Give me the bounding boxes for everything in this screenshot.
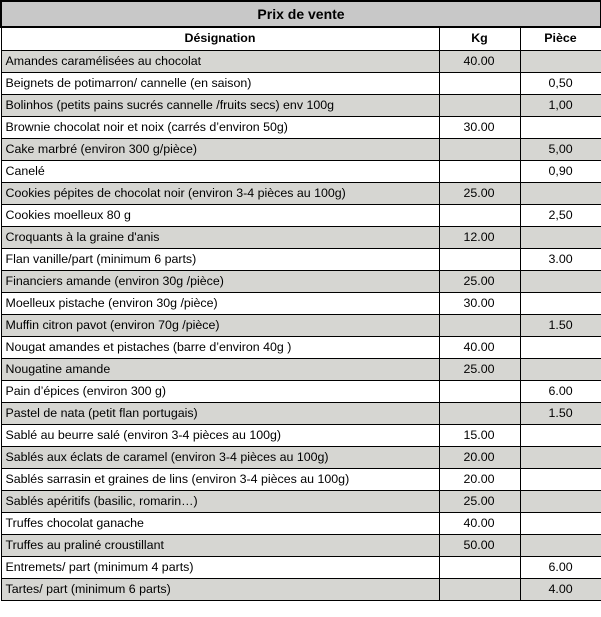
cell-kg xyxy=(439,314,520,336)
table-row xyxy=(1,468,601,490)
cell-piece xyxy=(520,270,601,292)
cell-kg: 20.00 xyxy=(439,446,520,468)
cell-piece xyxy=(520,468,601,490)
cell-designation: Tartes/ part (minimum 6 parts) xyxy=(1,578,439,600)
table-row xyxy=(1,138,601,160)
cell-kg xyxy=(439,578,520,600)
cell-kg: 30.00 xyxy=(439,292,520,314)
cell-kg xyxy=(439,402,520,424)
cell-kg xyxy=(439,204,520,226)
table-row xyxy=(1,160,601,182)
table-row xyxy=(1,50,601,72)
cell-designation: Nougat amandes et pistaches (barre d’environ 40g ) xyxy=(1,336,439,358)
cell-piece: 0,90 xyxy=(520,160,601,182)
cell-piece xyxy=(520,358,601,380)
table-row xyxy=(1,182,601,204)
cell-kg: 12.00 xyxy=(439,226,520,248)
table-row xyxy=(1,446,601,468)
cell-designation: Sablé au beurre salé (environ 3-4 pièces au 100g) xyxy=(1,424,439,446)
header-kg: Kg xyxy=(439,27,520,50)
table-row xyxy=(1,270,601,292)
cell-designation: Muffin citron pavot (environ 70g /pièce) xyxy=(1,314,439,336)
cell-designation: Truffes au praliné croustillant xyxy=(1,534,439,556)
table-row xyxy=(1,358,601,380)
cell-piece xyxy=(520,512,601,534)
cell-designation: Flan vanille/part (minimum 6 parts) xyxy=(1,248,439,270)
cell-kg: 20.00 xyxy=(439,468,520,490)
cell-kg xyxy=(439,72,520,94)
cell-piece xyxy=(520,182,601,204)
cell-piece xyxy=(520,226,601,248)
cell-kg xyxy=(439,248,520,270)
cell-piece xyxy=(520,336,601,358)
table-row xyxy=(1,380,601,402)
cell-designation: Pain d’épices (environ 300 g) xyxy=(1,380,439,402)
cell-designation: Bolinhos (petits pains sucrés cannelle /fruits secs) env 100g xyxy=(1,94,439,116)
cell-designation: Cake marbré (environ 300 g/pièce) xyxy=(1,138,439,160)
table-row xyxy=(1,248,601,270)
cell-designation: Truffes chocolat ganache xyxy=(1,512,439,534)
title-row xyxy=(1,1,601,27)
cell-designation: Croquants à la graine d'anis xyxy=(1,226,439,248)
cell-piece: 4.00 xyxy=(520,578,601,600)
header-row xyxy=(1,27,601,50)
cell-kg: 30.00 xyxy=(439,116,520,138)
cell-kg: 25.00 xyxy=(439,182,520,204)
cell-designation: Sablés apéritifs (basilic, romarin…) xyxy=(1,490,439,512)
table-row xyxy=(1,578,601,600)
cell-piece xyxy=(520,534,601,556)
cell-piece xyxy=(520,424,601,446)
table-row xyxy=(1,72,601,94)
cell-piece: 1.50 xyxy=(520,402,601,424)
cell-kg: 25.00 xyxy=(439,270,520,292)
table-row xyxy=(1,204,601,226)
table-row xyxy=(1,116,601,138)
table-row xyxy=(1,314,601,336)
table-row xyxy=(1,556,601,578)
cell-kg xyxy=(439,138,520,160)
cell-piece: 6.00 xyxy=(520,556,601,578)
cell-kg: 15.00 xyxy=(439,424,520,446)
table-row xyxy=(1,402,601,424)
table-row xyxy=(1,336,601,358)
table-row xyxy=(1,424,601,446)
cell-designation: Sablés aux éclats de caramel (environ 3-4 pièces au 100g) xyxy=(1,446,439,468)
table-title: Prix de vente xyxy=(1,1,601,27)
cell-piece xyxy=(520,292,601,314)
cell-designation: Financiers amande (environ 30g /pièce) xyxy=(1,270,439,292)
table-row xyxy=(1,512,601,534)
cell-designation: Entremets/ part (minimum 4 parts) xyxy=(1,556,439,578)
table-row xyxy=(1,292,601,314)
cell-piece: 1,00 xyxy=(520,94,601,116)
table-row xyxy=(1,226,601,248)
cell-designation: Cookies pépites de chocolat noir (environ 3-4 pièces au 100g) xyxy=(1,182,439,204)
cell-kg: 25.00 xyxy=(439,490,520,512)
cell-piece: 2,50 xyxy=(520,204,601,226)
cell-designation: Pastel de nata (petit flan portugais) xyxy=(1,402,439,424)
cell-piece: 6.00 xyxy=(520,380,601,402)
cell-kg: 40.00 xyxy=(439,336,520,358)
cell-designation: Nougatine amande xyxy=(1,358,439,380)
cell-kg: 25.00 xyxy=(439,358,520,380)
cell-designation: Sablés sarrasin et graines de lins (environ 3-4 pièces au 100g) xyxy=(1,468,439,490)
cell-piece xyxy=(520,116,601,138)
cell-kg xyxy=(439,160,520,182)
cell-piece: 5,00 xyxy=(520,138,601,160)
cell-piece xyxy=(520,490,601,512)
cell-designation: Amandes caramélisées au chocolat xyxy=(1,50,439,72)
table-body xyxy=(1,50,601,600)
cell-kg xyxy=(439,556,520,578)
table-row xyxy=(1,490,601,512)
cell-designation: Moelleux pistache (environ 30g /pièce) xyxy=(1,292,439,314)
header-piece: Pièce xyxy=(520,27,601,50)
cell-designation: Canelé xyxy=(1,160,439,182)
cell-kg xyxy=(439,94,520,116)
cell-piece: 0,50 xyxy=(520,72,601,94)
cell-piece: 1.50 xyxy=(520,314,601,336)
cell-kg: 40.00 xyxy=(439,512,520,534)
cell-designation: Brownie chocolat noir et noix (carrés d’environ 50g) xyxy=(1,116,439,138)
cell-designation: Beignets de potimarron/ cannelle (en saison) xyxy=(1,72,439,94)
header-designation: Désignation xyxy=(1,27,439,50)
cell-piece xyxy=(520,446,601,468)
table-row xyxy=(1,94,601,116)
cell-kg: 40.00 xyxy=(439,50,520,72)
cell-kg xyxy=(439,380,520,402)
cell-kg: 50.00 xyxy=(439,534,520,556)
cell-designation: Cookies moelleux 80 g xyxy=(1,204,439,226)
table-row xyxy=(1,534,601,556)
cell-piece xyxy=(520,50,601,72)
cell-piece: 3.00 xyxy=(520,248,601,270)
